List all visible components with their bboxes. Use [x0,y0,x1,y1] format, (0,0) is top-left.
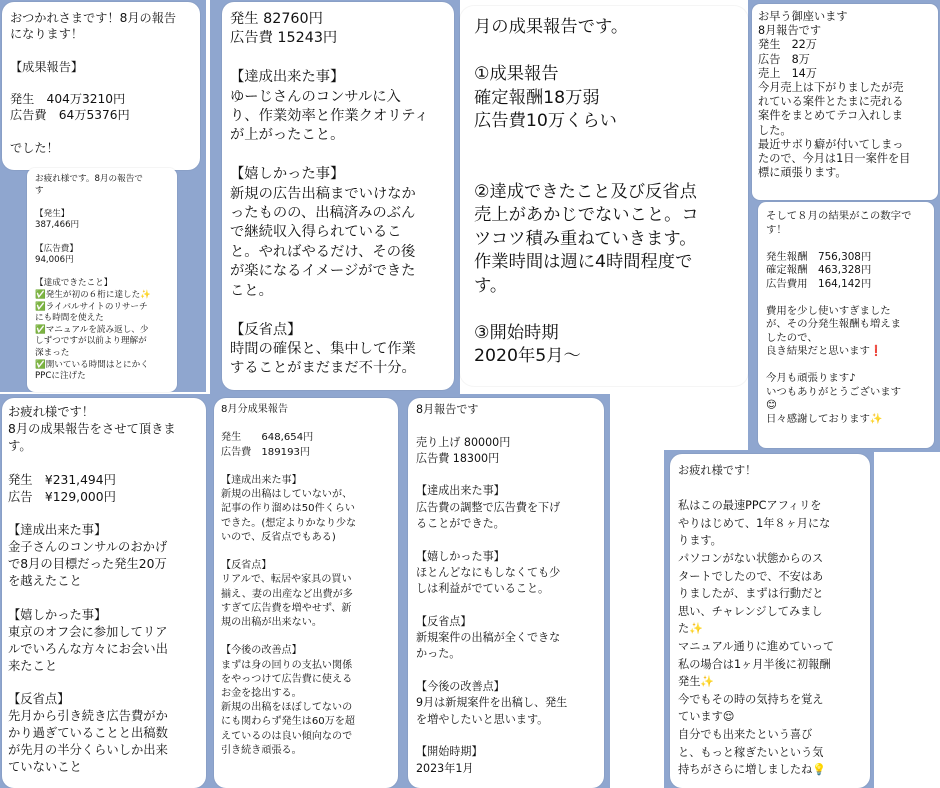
report-message-bubble [27,168,177,392]
report-message-text: 発生 82760円 広告費 15243円 【達成出来た事】 ゆーじさんのコンサルに入 り、作業効率と作業クオリティ が上がったこと。 【嬉しかった事】 新規の広告出稿までいけなか ったものの、出稿済みのぶん で継続収入得られているこ と。やればやるだけ、その後 が楽になるイメージができた こと。 【反省点】 時間の確保と、集中して作業 することがまだまだ不十分。 [230,11,429,377]
report-message-bubble [460,6,748,386]
report-message-text: 8月報告です 売り上げ 80000円 広告費 18300円 【達成出来た事】 広告費の調整で広告費を下げ ることができた。 【嬉しかった事】 ほとんどなにもしなくても少 しは利益がでていること。 【反省点】 新規案件の出稿が全くできな かった。 【今後の改善点】 9月は新規案件を出稿し、発生 を増やしたいと思います。 【開始時期】 2023年1月 [416,403,568,775]
report-message-bubble [222,2,454,390]
report-message-bubble [670,454,870,788]
report-message-bubble [214,398,398,788]
report-message-bubble [408,398,604,788]
report-message-bubble [2,398,206,788]
report-message-text: おつかれさまです！8月の報告 になります！ 【成果報告】 発生 404万3210円 広告費 64万5376円 でした！ [10,11,177,155]
report-message-bubble [2,2,200,170]
report-message-text: お疲れ様です！ 私はこの最速PPCアフィリを やりはじめて、1年８ヶ月にな ります。 パソコンがない状態からのス タートでしたので、不安はあ りましたが、まずは行動だと 思い、チャレンジしてみまし た✨ マニュアル通りに進めていって 私の場合は1ヶ月半後に初報酬 発生✨ 今でもその時の気持ちを覚え ています😌 自分でも出来たという喜び と、もっと稼ぎたいという気 持ちがさらに増しましたね💡 [678,464,835,777]
report-message-text: お疲れ様です！ 8月の成果報告をさせて頂きま す。 発生 ¥231,494円 広告 ¥129,000円 【達成出来た事】 金子さんのコンサルのおかげ で8月の目標だった発生20万 を越えたこと 【嬉しかった事】 東京のオフ会に参加してリア ルでいろんな方々にお会い出 来たこと 【反省点】 先月から引き続き広告費がか かり過ぎていることと出稿数 が先月の半分くらいしか出来 ていないこと [8,405,176,775]
report-message-bubble [758,202,934,448]
report-message-text: 月の成果報告です。 ①成果報告 確定報酬18万弱 広告費10万くらい ②達成できたこと及び反省点 売上があかじでないこと。コ ツコツ積み重ねていきます。 作業時間は週に4時間程度で す。 ③開始時期 2020年5月〜 [474,17,699,366]
report-message-text: お早う御座います 8月報告です 発生 22万 広告 8万 売上 14万 今月売上は下がりましたが売 れている案件とたまに売れる 案件をまとめてテコ入れしま した。 最近サボり癖が付いてしまっ たので、今月は1日一案件を目 標に頑張ります。 [758,10,911,180]
report-message-text: そして８月の結果がこの数字で す！ 発生報酬 756,308円 確定報酬 463,328円 広告費用 164,142円 費用を少し使いすぎました が、その分発生報酬も増えま したので、 良き結果だと思います❗ 今月も頑張ります♪ いつもありがとうございます 😊 日々感謝しております✨ [766,210,912,425]
report-message-text: お疲れ様です。8月の報告で す 【発生】 387,466円 【広告費】 94,006円 【達成できたこと】 ✅発生が初の６桁に達した✨ ✅ライバルサイトのリサーチ にも時間を使えた ✅マニュアルを読み返し、少 しずつですが以前より理解が 深まった ✅開いている時間はとにかく PPCに注げた [35,174,151,382]
report-message-text: 8月分成果報告 発生 648,654円 広告費 189193円 【達成出来た事】 新規の出稿はしていないが、 記事の作り溜めは50件くらい できた。(想定よりかなり少な いので、反省点でもある) 【反省点】 リアルで、転居や家具の買い 揃え、妻の出産など出費が多 すぎて広告費を増やせず、新 規の出稿が出来ない。 【今後の改善点】 まずは身の回りの支払い関係 をやっつけて広告費に使える お金を捻出する。 新規の出稿をほぼしてないの にも関わらず発生は60万を超 えているのは良い傾向なので 引き続き頑張る。 [221,404,357,756]
report-message-bubble [752,4,938,200]
